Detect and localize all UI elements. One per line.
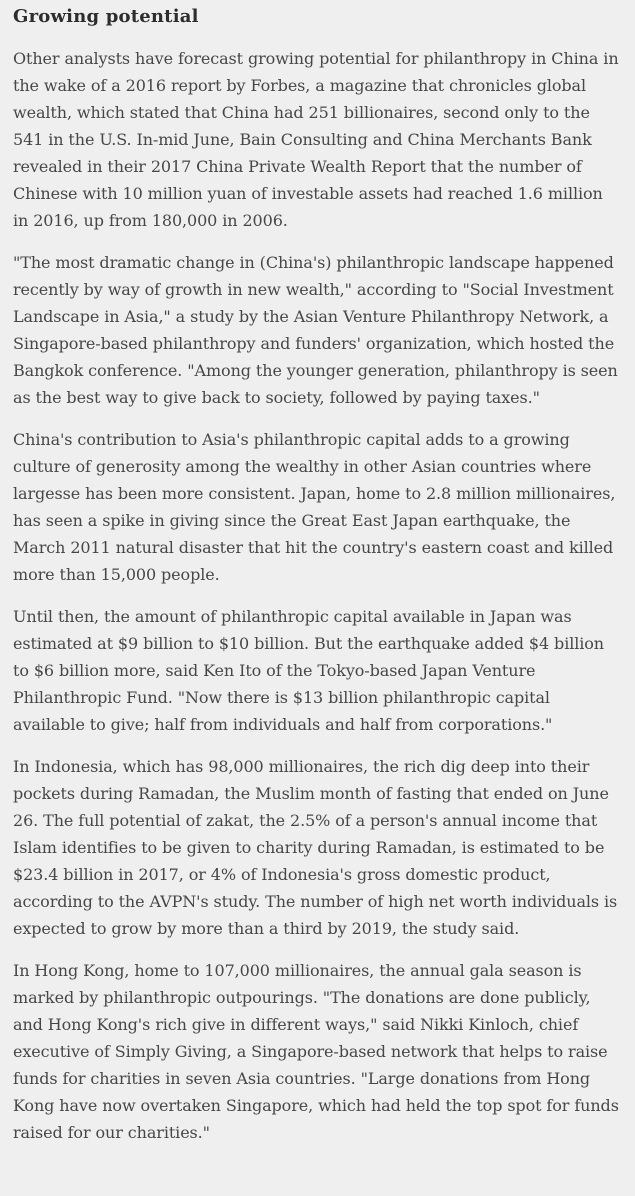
paragraph-japan-capital: Until then, the amount of philanthropic capital available in Japan was estimated at $9 billion to $10 billion. But the earthquake added $4 billion to $6 billion more, said Ken Ito of the Tokyo-based Japan Venture Philanthropic Fund. "Now there is $13 billion philanthropic capital available to give; half from individuals and half from corporations." [13, 607, 605, 734]
paragraph-indonesia-zakat: In Indonesia, which has 98,000 millionaires, the rich dig deep into their pockets during Ramadan, the Muslim month of fasting that ended on June 26. The full potential of zakat, the 2.5% of a person's annual income that Islam identifies to be given to charity during Ramadan, is estimated to be $23.4 billion in 2017, or 4% of Indonesia's gross domestic product, according to the AVPN's study. The number of high net worth individuals is expected to grow by more than a third by 2019, the study said. [13, 757, 618, 938]
section-heading: Growing potential [13, 6, 199, 27]
paragraph-hong-kong-gala: In Hong Kong, home to 107,000 millionaires, the annual gala season is marked by philanthropic outpourings. "The donations are done publicly, and Hong Kong's rich give in different ways," said Nikki Kinloch, chief executive of Simply Giving, a Singapore-based network that helps to raise funds for charities in seven Asia countries. "Large donations from Hong Kong have now overtaken Singapore, which had held the top spot for funds raised for our charities." [13, 961, 619, 1142]
paragraph-japan-giving: China's contribution to Asia's philanthropic capital adds to a growing culture of generosity among the wealthy in other Asian countries where largesse has been more consistent. Japan, home to 2.8 million millionaires, has seen a spike in giving since the Great East Japan earthquake, the March 2011 natural disaster that hit the country's eastern coast and killed more than 15,000 people. [13, 430, 616, 584]
paragraph-avpn-study-quote: "The most dramatic change in (China's) philanthropic landscape happened recently by way of growth in new wealth," according to "Social Investment Landscape in Asia," a study by the Asian Venture Philanthropy Network, a Singapore-based philanthropy and funders' organization, which hosted the Bangkok conference. "Among the younger generation, philanthropy is seen as the best way to give back to society, followed by paying taxes." [13, 253, 618, 407]
paragraph-china-forecast: Other analysts have forecast growing potential for philanthropy in China in the wake of a 2016 report by Forbes, a magazine that chronicles global wealth, which stated that China had 251 billionaires, second only to the 541 in the U.S. In-mid June, Bain Consulting and China Merchants Bank revealed in their 2017 China Private Wealth Report that the number of Chinese with 10 million yuan of investable assets had reached 1.6 million in 2016, up from 180,000 in 2006. [13, 49, 619, 230]
